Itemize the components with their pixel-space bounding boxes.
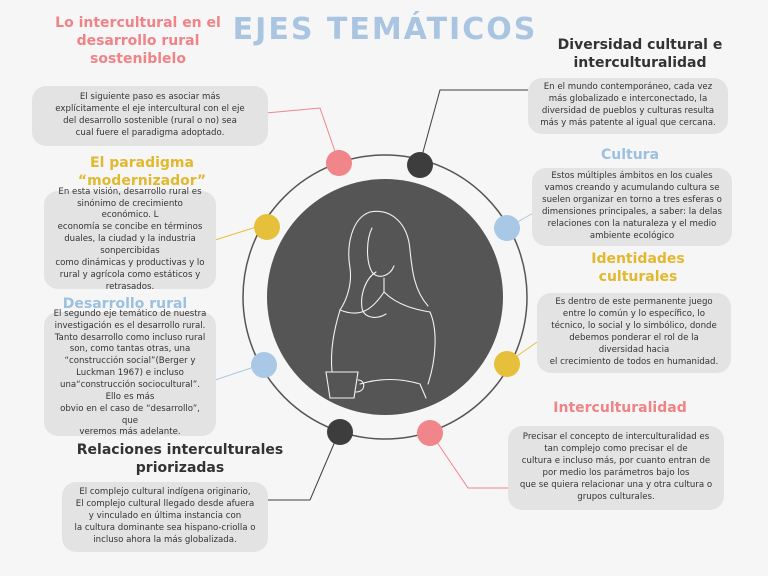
connector-interculturalidad [430, 432, 510, 488]
heading-desarrollo-rural: Desarrollo rural [62, 296, 188, 312]
node-dot-desarrollo-rural [251, 352, 277, 378]
node-dot-diversidad [407, 152, 433, 178]
heading-interculturalidad: Interculturalidad [553, 400, 687, 416]
node-dot-interculturalidad [417, 420, 443, 446]
node-dot-identidades [494, 351, 520, 377]
heading-rural-sostenible: Lo intercultural en el desarrollo rural sosteniblelo [55, 15, 221, 68]
heading-paradigma: El paradigma “modernizador” [77, 155, 207, 190]
connector-diversidad [420, 90, 528, 163]
box-desarrollo-rural: El segundo eje temático de nuestra investigación es el desarrollo rural. Tanto desarrollo como incluso rural son, como tantas otras, una “construcción social”(Berger y Luckman 1967) e incluso una“construcción sociocultural”. Ello es más obvio en el caso de “desarrollo”, que veremos más adelante. [44, 312, 216, 436]
box-identidades: Es dentro de este permanente juego entre lo común y lo específico, lo técnico, lo social y lo simbólico, donde debemos ponderar el rol de la diversidad hacia el crecimiento de todos en humanidad. [537, 293, 731, 373]
page-title: EJES TEMÁTICOS [232, 12, 538, 47]
box-diversidad: En el mundo contemporáneo, cada vez más globalizado e interconectado, la diversidad de pueblos y culturas resulta más y más patente al igual que cercana. [528, 78, 728, 134]
heading-diversidad: Diversidad cultural e interculturalidad [557, 37, 723, 72]
box-interculturalidad: Precisar el concepto de interculturalidad es tan complejo como precisar el de cultura e incluso más, por cuanto entran de por medio los parámetros bajo los que se quiera relacionar una y otra cultura o grupos culturales. [508, 426, 724, 510]
box-rural-sostenible: El siguiente paso es asociar más explícitamente el eje intercultural con el eje del desarrollo sostenible (rural o no) sea cual fuere el paradigma adoptado. [32, 86, 268, 146]
heading-identidades: Identidades culturales [591, 251, 685, 286]
node-dot-cultura [494, 215, 520, 241]
heading-relaciones: Relaciones interculturales priorizadas [76, 442, 284, 477]
box-paradigma: En esta visión, desarrollo rural es sinónimo de crecimiento económico. L economía se concibe en términos duales, la ciudad y la industria sonpercibidas como dinámicas y productivas y lo rural y agrícola como estáticos y retrasados. [44, 191, 216, 289]
node-dot-relaciones [327, 419, 353, 445]
box-cultura: Estos múltiples ámbitos en los cuales vamos creando y acumulando cultura se suelen organizar en torno a tres esferas o dimensiones principales, a saber: la delas relaciones con la naturaleza y el medio ambiente ecológico [532, 168, 732, 246]
node-dot-rural-sostenible [326, 150, 352, 176]
heading-cultura: Cultura [600, 147, 660, 163]
box-relaciones: El complejo cultural indígena originario, El complejo cultural llegado desde afuera y vinculado en última instancia con la cultura dominante sea hispano-criolla o incluso ahora la más globalizada. [62, 482, 268, 552]
node-dot-paradigma [254, 214, 280, 240]
